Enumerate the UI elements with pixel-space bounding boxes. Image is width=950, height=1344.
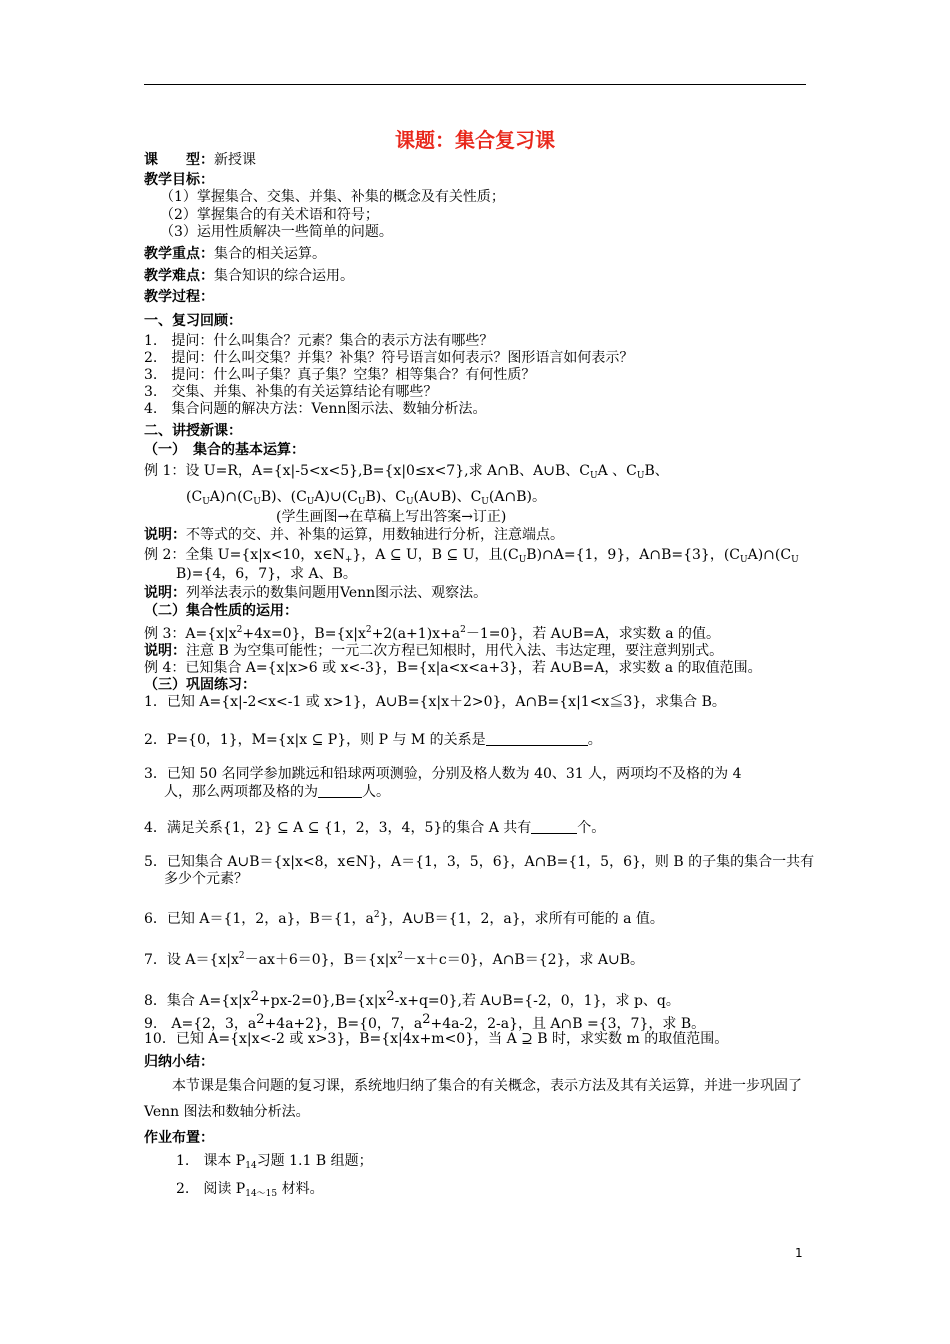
practice-5: 5．已知集合 A∪B＝{x|x<8，x∈N}，A＝{1，3，5，6}，A∩B={1，5，6}，则 B 的子集的集合一共有 (144, 854, 815, 870)
homework-2: 2. 阅读 $P_{14\sim 15}$ 材料。 (176, 1181, 324, 1199)
header-rule (144, 84, 806, 85)
practice-2: 2．P={0，1}，M={x|x ⊆ P}，则 P 与 M 的关系是 。 (144, 732, 602, 748)
example-1: 例 1：设 U=R，A={x|-5<x<5},B={x|0≤x<7},求 A∩B、A∪B、$C_UA$ 、$C_UB$、 (144, 463, 669, 481)
practice-3: 3．已知 50 名同学参加跳远和铅球两项测验，分别及格人数为 40、31 人，两项均不及格的为 4 (144, 766, 742, 782)
section-basic-operations: （一） 集合的基本运算： (144, 442, 305, 458)
review-heading: 一、复习回顾： (144, 313, 242, 329)
practice-5-line-2: 多少个元素？ (164, 871, 248, 887)
practice-3-line-2: 人，那么两项都及格的为 人。 (164, 784, 390, 800)
note-2: 说明：列举法表示的数集问题用Venn图示法、观察法。 (144, 585, 488, 601)
note-3: 说明：注意 B 为空集可能性；一元二次方程已知根时，用代入法、韦达定理，要注意判别式。 (144, 643, 724, 659)
lesson-type: 课 型：新授课 (144, 152, 256, 168)
answer-blank (318, 783, 362, 798)
section-practice: （三）巩固练习： (144, 677, 256, 693)
example-4: 例 4：已知集合 A={x|x>6 或 x<-3}，B={x|a<x<a+3}，若 A∪B=A，求实数 a 的取值范围。 (144, 660, 762, 676)
example-1-note: (学生画图→在草稿上写出答案→订正) (276, 509, 507, 525)
note-1: 说明：不等式的交、并、补集的运算，用数轴进行分析，注意端点。 (144, 527, 564, 543)
summary-text: 本节课是集合问题的复习课，系统地归纳了集合的有关概念，表示方法及其有关运算，并进一步巩固了 Venn 图法和数轴分析法。 (144, 1078, 802, 1120)
review-item: 1. 提问：什么叫集合？元素？集合的表示方法有哪些？ (144, 333, 494, 349)
practice-8: 8．集合 A={x|x2+px-2=0},B={x|x2-x+q=0},若 A∪B={-2，0，1}，求 p、q。 (144, 989, 680, 1009)
goal-3: （3）运用性质解决一些简单的问题。 (160, 224, 393, 240)
process-heading: 教学过程： (144, 289, 214, 305)
key-point: 教学重点：集合的相关运算。 (144, 246, 326, 262)
review-item: 4. 集合问题的解决方法：Venn图示法、数轴分析法。 (144, 401, 487, 417)
example-2: 例 2：全集 U={x|x<10，$x\in N_+$}，A ⊆ U，B ⊆ U，且$(C_UB)\cap A=\{1$，9}，A∩B={3}，$(C_UA)\cap(C_U$ (144, 547, 799, 565)
newlesson-heading: 二、讲授新课： (144, 423, 242, 439)
example-2-line-2: B)={4，6，7}，求 A、B。 (176, 566, 357, 582)
section-set-properties: （二）集合性质的运用： (144, 603, 298, 619)
example-1-line-2: $(C_UA)\cap(C_UB)$、$(C_UA)\cup(C_UB)$、$C_U(A\cup B)$、$C_U(A\cap B)$。 (186, 489, 546, 507)
practice-6: 6．已知 A＝{1，2，a}，B＝{1，$a^2$}，A∪B＝{1，2，a}，求所有可能的 a 值。 (144, 910, 664, 927)
answer-blank (486, 731, 588, 746)
difficult-point: 教学难点：集合知识的综合运用。 (144, 268, 354, 284)
review-item: 3. 提问：什么叫子集？真子集？空集？相等集合？有何性质？ (144, 367, 536, 383)
example-3: 例 3：$A=\{x|x^2+4x=0\}$，$B=\{x|x^2+2(a+1)x+a^2-1=0\}$，若 A∪B=A，求实数 a 的值。 (144, 625, 720, 642)
practice-10: 10．已知 A={x|x<-2 或 x>3}，B={x|4x+m<0}，当 A ⊇ B 时，求实数 m 的取值范围。 (144, 1031, 729, 1047)
homework-1: 1. 课本 $P_{14}$习题 1.1 B 组题； (176, 1153, 373, 1171)
practice-1: 1．已知 A={x|-2<x<-1 或 x>1}，A∪B={x|x＋2>0}，A∩B={x|1<x≦3}，求集合 B。 (144, 694, 726, 710)
goals-heading: 教学目标： (144, 172, 214, 188)
answer-blank (531, 819, 577, 834)
page-title: 课题：集合复习课 (395, 128, 555, 152)
homework-heading: 作业布置： (144, 1130, 214, 1146)
review-item: 3. 交集、并集、补集的有关运算结论有哪些？ (144, 384, 438, 400)
goal-2: （2）掌握集合的有关术语和符号； (160, 207, 379, 223)
goal-1: （1）掌握集合、交集、并集、补集的概念及有关性质； (160, 189, 505, 205)
practice-4: 4．满足关系{1，2} ⊆ A ⊆ {1，2，3，4，5}的集合 A 共有 个。 (144, 820, 606, 836)
practice-9: 9. A={2，3，a2+4a+2}，B={0，7，a2+4a-2，2-a}，且 A∩B ={3，7}，求 B。 (144, 1012, 706, 1032)
review-item: 2. 提问：什么叫交集？并集？补集？符号语言如何表示？图形语言如何表示？ (144, 350, 634, 366)
summary-heading: 归纳小结： (144, 1054, 214, 1070)
page-number: 1 (795, 1246, 803, 1260)
practice-7: 7．设 $A=\{x|x^2-ax+6=0\}$，$B=\{x|x^2-x+c=0\}$，A∩B＝{2}，求 A∪B。 (144, 951, 645, 968)
